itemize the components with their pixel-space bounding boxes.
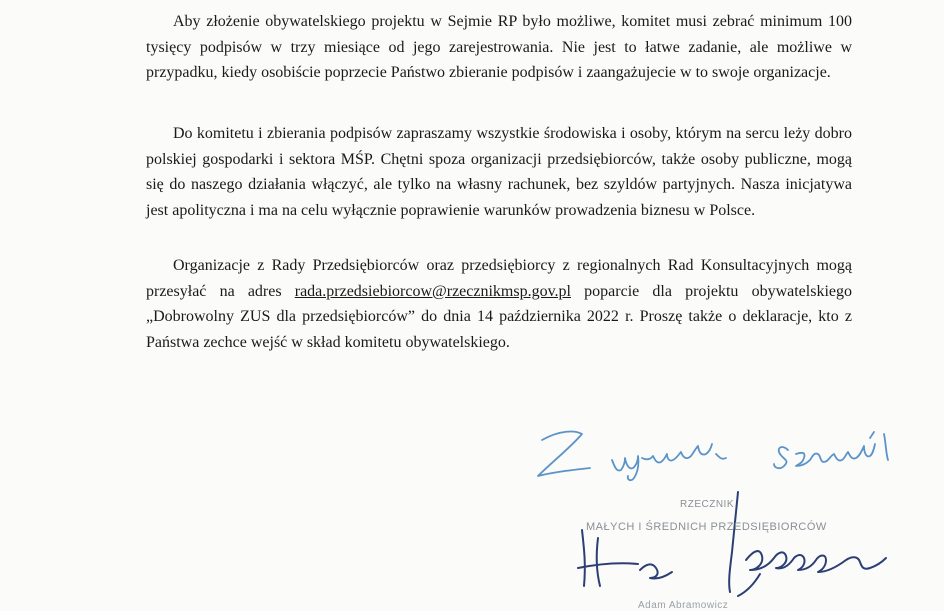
paragraph-signatures-requirement: Aby złożenie obywatelskiego projektu w Sejmie RP było możliwe, komitet musi zebrać minimum 100 tysięcy podpisów w trzy miesiące od jego zarejestrowania. Nie jest to łatwe zadanie, ale możliwe w przypadku, kiedy osobiście poprzecie Państwo zbieranie podpisów i zaangażujecie w to swoje organizacje. (146, 13, 852, 81)
submission-text-after: poparcie dla projektu obywatelskiego „Dobrowolny ZUS dla przedsiębiorców” do dnia 14 października 2022 r. Proszę także o deklaracje, kto z Państwa zechce wejść w skład komitetu obywatelskiego. (146, 282, 852, 351)
paragraph-submission-instructions (146, 253, 852, 355)
paragraph-invitation: Do komitetu i zbierania podpisów zapraszamy wszystkie środowiska i osoby, którym na sercu leży dobro polskiej gospodarki i sektora MŚP. Chętni spoza organizacji przedsiębiorców, także osoby publiczne, mogą się do naszego działania włączyć, ale tylko na własny rachunek, bez szyldów partyjnych. Nasza inicjatywa jest apolityczna i ma na celu wyłącznie poprawienie warunków prowadzenia biznesu w Polsce. (146, 125, 852, 219)
email-address-link[interactable]: rada.przedsiebiorcow@rzecznikmsp.gov.pl (294, 282, 571, 300)
signature-block (520, 420, 944, 609)
stamp-subtitle: MAŁYCH I ŚREDNICH PRZEDSIĘBIORCÓW (586, 521, 827, 533)
stamp-title: RZECZNIK (680, 499, 734, 510)
stamp-name: Adam Abramowicz (638, 600, 729, 611)
handwritten-closing (520, 420, 944, 609)
submission-text-before: Organizacje z Rady Przedsiębiorców oraz przedsiębiorcy z regionalnych Rad Konsultacyjnych mogą przesyłać na adres (146, 257, 852, 300)
